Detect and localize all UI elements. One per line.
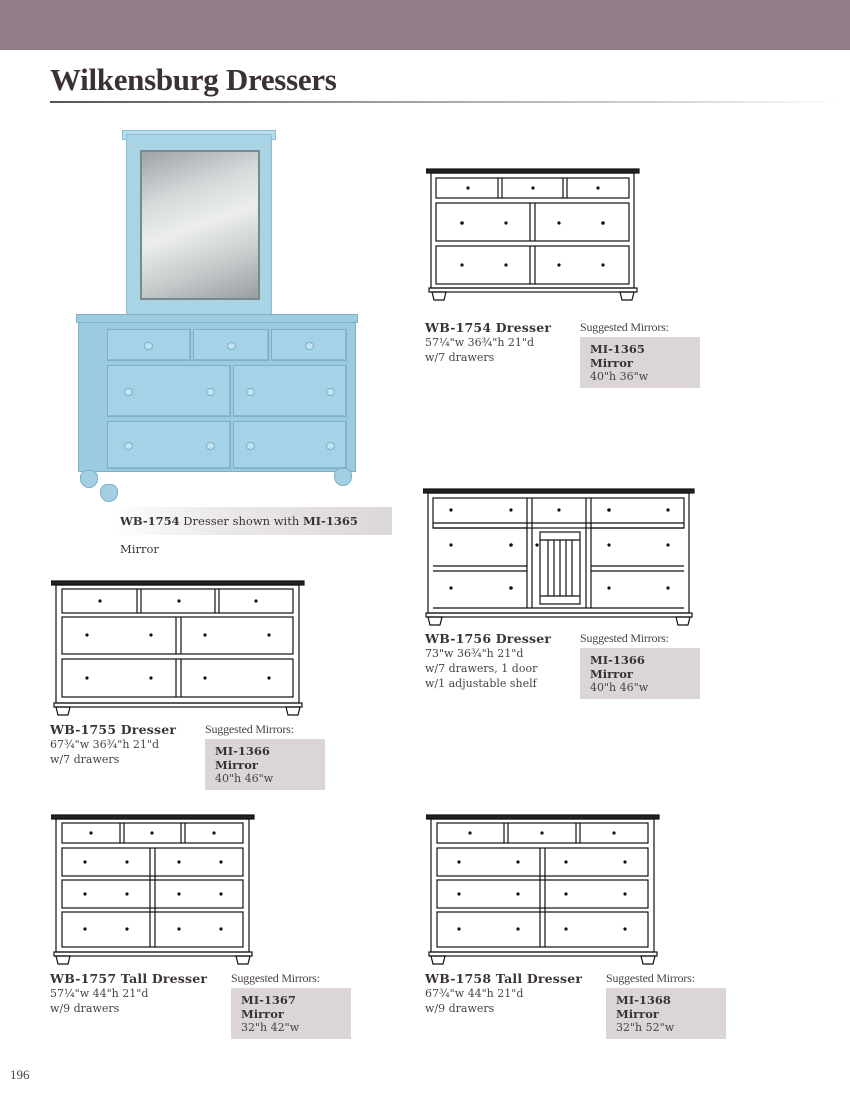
knob (326, 388, 335, 396)
mirror-option (205, 739, 325, 790)
wb-1755-line-drawing (51, 580, 305, 720)
knob (144, 342, 153, 350)
wb-1755-suggested-mirrors (205, 722, 325, 790)
suggested-mirrors-label: Suggested Mirrors: (606, 971, 695, 985)
caption-model: WB-1754 (120, 514, 180, 528)
mirror-option (580, 337, 700, 388)
mirror-glass (140, 150, 260, 300)
wb-1757-suggested-mirrors (231, 971, 351, 1039)
knob (124, 388, 133, 396)
suggested-mirrors-label: Suggested Mirrors: (231, 971, 320, 985)
wb-1756-line-drawing (423, 488, 695, 628)
product-name: WB-1756 Dresser (425, 631, 552, 646)
product-detail: w/1 adjustable shelf (425, 677, 537, 690)
product-dimensions: 67¾"w 44"h 21"d (425, 987, 524, 1000)
suggested-mirrors-label: Suggested Mirrors: (580, 320, 669, 334)
product-name: WB-1754 Dresser (425, 320, 552, 335)
drawer (107, 329, 191, 361)
hero-photo-blue-dresser (70, 128, 370, 508)
caption-text: Dresser shown with (179, 514, 303, 528)
wb-1756-specs (425, 631, 551, 691)
wb-1754-suggested-mirrors (580, 320, 700, 388)
wb-1758-line-drawing (426, 814, 660, 968)
drawer (233, 421, 347, 469)
page-title: Wilkensburg Dressers (50, 62, 337, 97)
mirror-option (606, 988, 726, 1039)
product-dimensions: 57¼"w 36¾"h 21"d (425, 336, 535, 349)
drawer (233, 365, 347, 417)
dresser-foot (80, 470, 98, 488)
mirror-size: 40"h 46"w (215, 772, 274, 785)
wb-1756-suggested-mirrors (580, 631, 700, 699)
product-name: WB-1758 Tall Dresser (425, 971, 583, 986)
drawer (271, 329, 347, 361)
product-detail: w/7 drawers (425, 351, 495, 364)
wb-1758-specs (425, 971, 582, 1016)
mirror-name: MI-1368 Mirror (616, 993, 671, 1021)
mirror-size: 40"h 36"w (590, 370, 649, 383)
drawer (107, 421, 231, 469)
knob (246, 388, 255, 396)
knob (227, 342, 236, 350)
wb-1757-specs (50, 971, 207, 1016)
drawer (107, 365, 231, 417)
mirror-option (580, 648, 700, 699)
caption-text-end: Mirror (120, 542, 159, 556)
product-dimensions: 73"w 36¾"h 21"d (425, 647, 524, 660)
knob (206, 388, 215, 396)
wb-1754-specs (425, 320, 551, 365)
mirror-name: MI-1366 Mirror (215, 744, 270, 772)
mirror-name: MI-1366 Mirror (590, 653, 645, 681)
product-detail: w/7 drawers (50, 753, 120, 766)
product-detail: w/9 drawers (50, 1002, 120, 1015)
wb-1754-line-drawing (426, 168, 640, 308)
product-detail: w/9 drawers (425, 1002, 495, 1015)
suggested-mirrors-label: Suggested Mirrors: (205, 722, 294, 736)
product-dimensions: 57¼"w 44"h 21"d (50, 987, 149, 1000)
title-divider (50, 101, 840, 103)
knob (305, 342, 314, 350)
dresser-foot (100, 484, 118, 502)
wb-1755-specs (50, 722, 176, 767)
product-name: WB-1755 Dresser (50, 722, 177, 737)
dresser-foot (334, 468, 352, 486)
knob (124, 442, 133, 450)
mirror-size: 32"h 42"w (241, 1021, 300, 1034)
mirror-size: 32"h 52"w (616, 1021, 675, 1034)
product-name: WB-1757 Tall Dresser (50, 971, 208, 986)
knob (246, 442, 255, 450)
wb-1758-suggested-mirrors (606, 971, 726, 1039)
hero-caption (110, 507, 392, 556)
knob (206, 442, 215, 450)
wb-1757-line-drawing (51, 814, 255, 968)
knob (326, 442, 335, 450)
mirror-size: 40"h 46"w (590, 681, 649, 694)
mirror-option (231, 988, 351, 1039)
dresser-body (78, 322, 356, 472)
product-detail: w/7 drawers, 1 door (425, 662, 538, 675)
mirror-name: MI-1367 Mirror (241, 993, 296, 1021)
header-band (0, 0, 850, 50)
drawer (193, 329, 269, 361)
suggested-mirrors-label: Suggested Mirrors: (580, 631, 669, 645)
page-number: 196 (10, 1067, 30, 1082)
product-dimensions: 67¾"w 36¾"h 21"d (50, 738, 160, 751)
caption-mirror: MI-1365 (302, 514, 358, 528)
mirror-name: MI-1365 Mirror (590, 342, 645, 370)
